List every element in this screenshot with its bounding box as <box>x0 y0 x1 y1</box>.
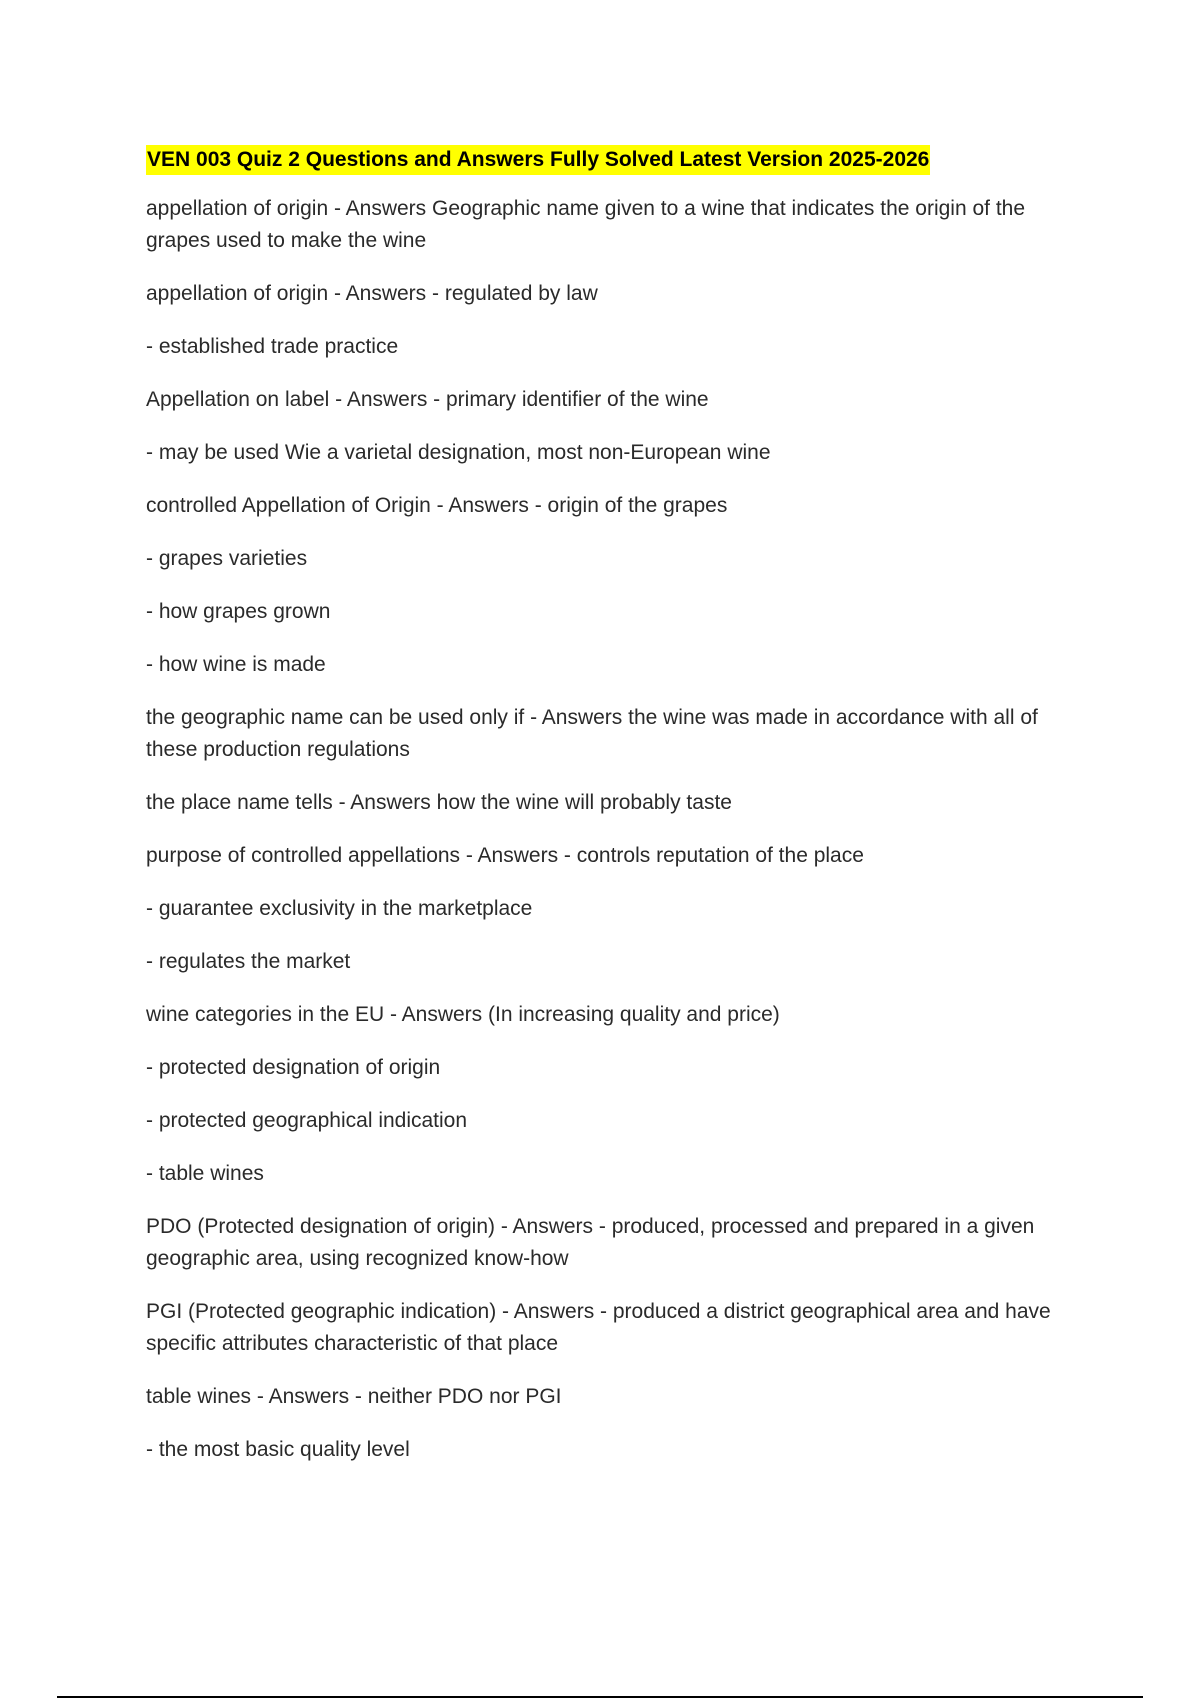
qa-paragraph: the geographic name can be used only if - Answers the wine was made in accordance with all of these production regulations <box>146 706 1038 761</box>
qa-paragraph: PDO (Protected designation of origin) - Answers - produced, processed and prepared in a given geographic area, using recognized know-how <box>146 1215 1035 1270</box>
qa-paragraph: purpose of controlled appellations - Answers - controls reputation of the place <box>146 844 864 867</box>
title-block <box>146 145 930 175</box>
qa-paragraph: wine categories in the EU - Answers (In increasing quality and price) <box>146 1003 780 1026</box>
qa-paragraph: Appellation on label - Answers - primary identifier of the wine <box>146 388 709 411</box>
qa-paragraph: PGI (Protected geographic indication) - Answers - produced a district geographical area and have specific attributes characteristic of that place <box>146 1300 1051 1355</box>
qa-paragraph: - may be used Wie a varietal designation, most non-European wine <box>146 441 771 464</box>
qa-paragraph: - protected geographical indication <box>146 1109 468 1132</box>
qa-paragraph: - established trade practice <box>146 335 399 358</box>
qa-paragraph: - regulates the market <box>146 950 351 973</box>
qa-paragraph: table wines - Answers - neither PDO nor PGI <box>146 1385 562 1408</box>
qa-paragraph: - how wine is made <box>146 653 326 676</box>
qa-paragraph: - protected designation of origin <box>146 1056 441 1079</box>
document-title: VEN 003 Quiz 2 Questions and Answers Fully Solved Latest Version 2025-2026 <box>146 145 930 175</box>
qa-paragraph: - grapes varieties <box>146 547 308 570</box>
qa-paragraph: appellation of origin - Answers - regulated by law <box>146 282 598 305</box>
qa-paragraph: the place name tells - Answers how the wine will probably taste <box>146 791 732 814</box>
footer-divider <box>57 1696 1143 1698</box>
qa-paragraph: - table wines <box>146 1162 264 1185</box>
qa-paragraph: - guarantee exclusivity in the marketplace <box>146 897 533 920</box>
qa-paragraph: - how grapes grown <box>146 600 331 623</box>
qa-paragraph: controlled Appellation of Origin - Answers - origin of the grapes <box>146 494 728 517</box>
qa-content <box>146 193 1091 1487</box>
qa-paragraph: - the most basic quality level <box>146 1438 410 1461</box>
qa-paragraph: appellation of origin - Answers Geographic name given to a wine that indicates the origin of the grapes used to make the wine <box>146 197 1026 252</box>
